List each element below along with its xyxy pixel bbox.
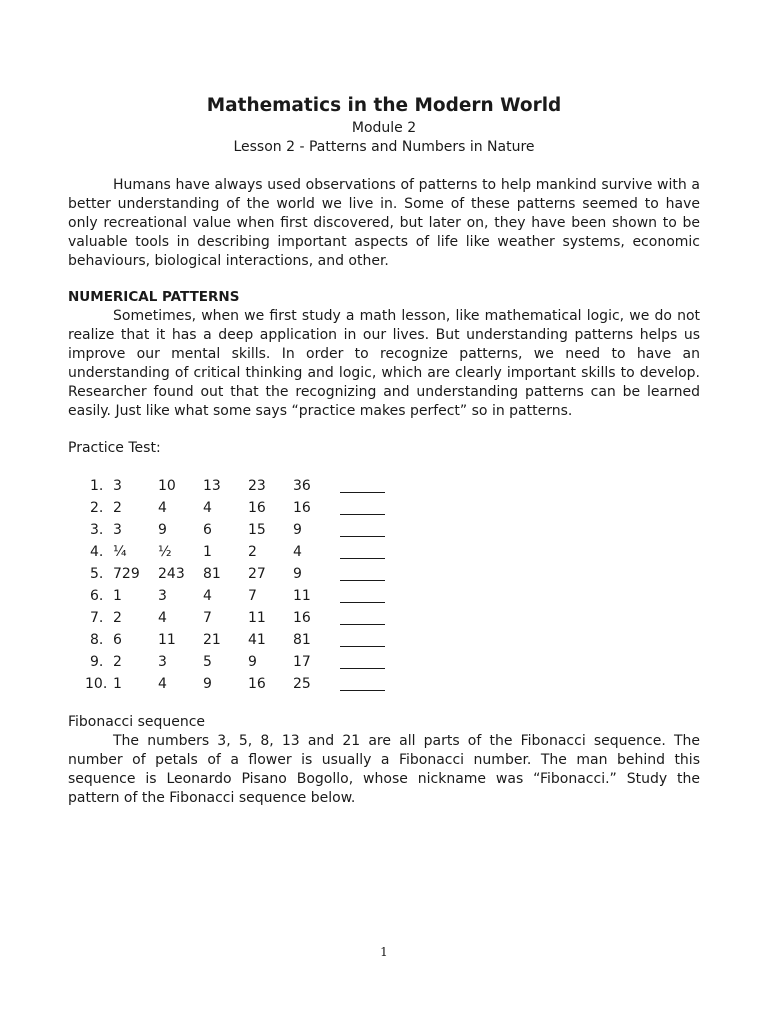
sequence-term: 2 bbox=[113, 654, 122, 670]
item-number: 5. bbox=[90, 566, 104, 582]
item-number: 4. bbox=[90, 544, 104, 560]
answer-blank[interactable] bbox=[340, 492, 385, 493]
sequence-term: 9 bbox=[158, 522, 167, 538]
sequence-term: 7 bbox=[203, 610, 212, 626]
sequence-term: 21 bbox=[203, 632, 221, 648]
sequence-term: 4 bbox=[203, 588, 212, 604]
item-number: 10. bbox=[85, 676, 108, 692]
sequence-term: 3 bbox=[158, 654, 167, 670]
answer-blank[interactable] bbox=[340, 580, 385, 581]
sequence-term: 9 bbox=[203, 676, 212, 692]
item-number: 9. bbox=[90, 654, 104, 670]
item-number: 1. bbox=[90, 478, 104, 494]
sequence-term: 9 bbox=[293, 566, 302, 582]
sequence-term: 4 bbox=[158, 676, 167, 692]
sequence-term: 243 bbox=[158, 566, 185, 582]
answer-blank[interactable] bbox=[340, 646, 385, 647]
answer-blank[interactable] bbox=[340, 558, 385, 559]
sequence-term: 41 bbox=[248, 632, 266, 648]
answer-blank[interactable] bbox=[340, 536, 385, 537]
sequence-term: 2 bbox=[113, 500, 122, 516]
sequence-term: 4 bbox=[293, 544, 302, 560]
sequence-term: 16 bbox=[293, 500, 311, 516]
answer-blank[interactable] bbox=[340, 624, 385, 625]
practice-test-label: Practice Test: bbox=[68, 440, 161, 456]
practice-item bbox=[0, 499, 768, 521]
practice-item bbox=[0, 609, 768, 631]
item-number: 2. bbox=[90, 500, 104, 516]
practice-item bbox=[0, 477, 768, 499]
sequence-term: 27 bbox=[248, 566, 266, 582]
fibonacci-label: Fibonacci sequence bbox=[68, 714, 206, 730]
practice-item bbox=[0, 653, 768, 675]
answer-blank[interactable] bbox=[340, 602, 385, 603]
page-number: 1 bbox=[380, 945, 388, 959]
sequence-term: 2 bbox=[248, 544, 257, 560]
answer-blank[interactable] bbox=[340, 690, 385, 691]
sequence-term: 11 bbox=[158, 632, 176, 648]
sequence-term: 1 bbox=[203, 544, 212, 560]
module-label: Module 2 bbox=[351, 120, 417, 136]
sequence-term: 729 bbox=[113, 566, 140, 582]
intro-paragraph: Humans have always used observations of patterns to help mankind survive with a better understanding of the world we live in. Some of these patterns seemed to have only recreational value when first discovered, but later on, they have been shown to be valuable tools in describing important aspects of life like weather systems, economic behaviours, biological interactions, and other. bbox=[68, 177, 700, 269]
sequence-term: 6 bbox=[203, 522, 212, 538]
sequence-term: 4 bbox=[158, 500, 167, 516]
sequence-term: 6 bbox=[113, 632, 122, 648]
practice-item bbox=[0, 631, 768, 653]
sequence-term: ½ bbox=[158, 544, 172, 560]
sequence-term: 16 bbox=[293, 610, 311, 626]
sequence-term: ¼ bbox=[113, 544, 127, 560]
sequence-term: 1 bbox=[113, 676, 122, 692]
sequence-term: 4 bbox=[203, 500, 212, 516]
sequence-term: 13 bbox=[203, 478, 221, 494]
sequence-term: 11 bbox=[248, 610, 266, 626]
sequence-term: 7 bbox=[248, 588, 257, 604]
answer-blank[interactable] bbox=[340, 514, 385, 515]
answer-blank[interactable] bbox=[340, 668, 385, 669]
sequence-term: 9 bbox=[293, 522, 302, 538]
sequence-term: 9 bbox=[248, 654, 257, 670]
sequence-term: 15 bbox=[248, 522, 266, 538]
practice-item bbox=[0, 587, 768, 609]
sequence-term: 10 bbox=[158, 478, 176, 494]
item-number: 3. bbox=[90, 522, 104, 538]
sequence-term: 3 bbox=[113, 522, 122, 538]
numerical-patterns-heading: NUMERICAL PATTERNS bbox=[68, 289, 240, 305]
sequence-term: 2 bbox=[113, 610, 122, 626]
sequence-term: 17 bbox=[293, 654, 311, 670]
sequence-term: 25 bbox=[293, 676, 311, 692]
sequence-term: 36 bbox=[293, 478, 311, 494]
sequence-term: 16 bbox=[248, 500, 266, 516]
sequence-term: 5 bbox=[203, 654, 212, 670]
sequence-term: 1 bbox=[113, 588, 122, 604]
sequence-term: 81 bbox=[203, 566, 221, 582]
item-number: 6. bbox=[90, 588, 104, 604]
practice-item bbox=[0, 543, 768, 565]
fibonacci-paragraph: The numbers 3, 5, 8, 13 and 21 are all parts of the Fibonacci sequence. The number of petals of a flower is usually a Fibonacci number. The man behind this sequence is Leonardo Pisano Bogollo, whose nickname was “Fibonacci.” Study the pattern of the Fibonacci sequence below. bbox=[68, 733, 700, 806]
item-number: 7. bbox=[90, 610, 104, 626]
sequence-term: 23 bbox=[248, 478, 266, 494]
document-title: Mathematics in the Modern World bbox=[206, 95, 562, 116]
sequence-term: 11 bbox=[293, 588, 311, 604]
sequence-term: 3 bbox=[158, 588, 167, 604]
lesson-label: Lesson 2 - Patterns and Numbers in Nature bbox=[233, 139, 535, 155]
sequence-term: 4 bbox=[158, 610, 167, 626]
item-number: 8. bbox=[90, 632, 104, 648]
sequence-term: 81 bbox=[293, 632, 311, 648]
sequence-term: 16 bbox=[248, 676, 266, 692]
sequence-term: 3 bbox=[113, 478, 122, 494]
practice-item bbox=[0, 565, 768, 587]
practice-item bbox=[0, 521, 768, 543]
numerical-patterns-paragraph: Sometimes, when we first study a math lesson, like mathematical logic, we do not realize that it has a deep application in our lives. But understanding patterns helps us improve our mental skills. In order to recognize patterns, we need to have an understanding of critical thinking and logic, which are clearly important skills to develop. Researcher found out that the recognizing and understanding patterns can be learned easily. Just like what some says “practice makes perfect” so in patterns. bbox=[68, 308, 700, 419]
practice-item bbox=[0, 675, 768, 697]
